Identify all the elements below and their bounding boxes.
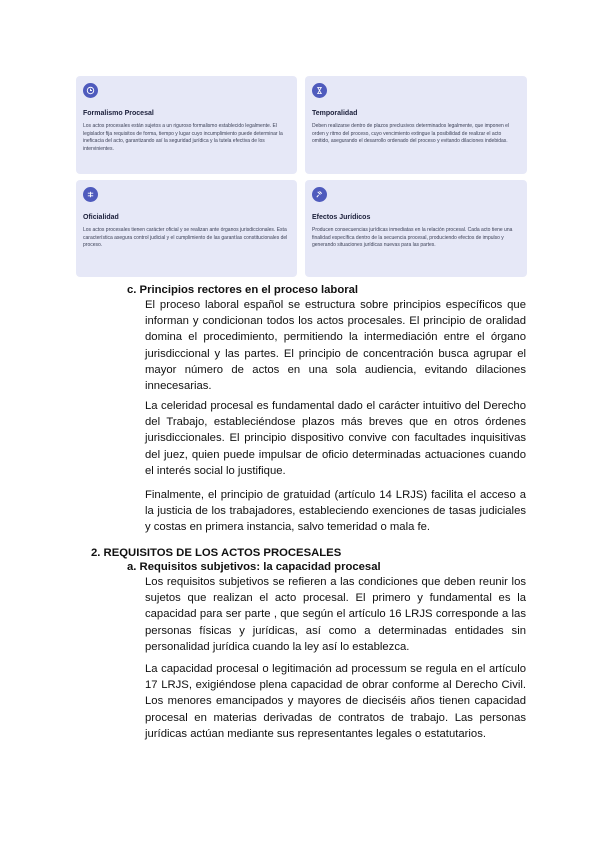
hourglass-icon	[312, 83, 327, 98]
section-c-heading: c. Principios rectores en el proceso laboral	[127, 284, 359, 296]
card-text: Deben realizarse dentro de plazos preclusivos determinados legalmente, que imponen el orden y ritmo del proceso, cuyo vencimiento extingue la posibilidad de realizar el acto omitido, asegurando el desarrollo ordenado del proceso y evitando dilaciones indebidas.	[312, 123, 510, 145]
card-temporalidad	[305, 76, 527, 174]
card-title: Formalismo Procesal	[83, 110, 154, 117]
card-efectos	[305, 180, 527, 277]
card-title: Efectos Jurídicos	[312, 214, 371, 221]
card-text: Los actos procesales tienen carácter oficial y se realizan ante órganos jurisdiccionales. Esta característica asegura control judicial y el cumplimiento de las garantías constitucionales del proceso.	[83, 227, 288, 249]
section-2-heading: 2. REQUISITOS DE LOS ACTOS PROCESALES	[91, 547, 342, 559]
card-title: Temporalidad	[312, 110, 358, 117]
section-2a-paragraph-2: La capacidad procesal o legitimación ad processum se regula en el artículo 17 LRJS, exigiéndose plena capacidad de obrar conforme al Derecho Civil. Los menores emancipados y mayores de dieciséis años tienen capacidad procesal en materias derivadas de contratos de trabajo. Las personas jurídicas actúan mediante sus representantes legales o estatutarios.	[145, 663, 526, 740]
card-title: Oficialidad	[83, 214, 119, 221]
info-cards-grid	[76, 76, 527, 277]
scale-icon	[83, 187, 98, 202]
section-2a-heading: a. Requisitos subjetivos: la capacidad procesal	[127, 561, 381, 573]
gavel-icon	[312, 187, 327, 202]
section-c-paragraph-1: El proceso laboral español se estructura sobre principios específicos que informan y condicionan todos los actos procesales. El principio de oralidad domina el procedimiento, permitiendo la intermediación entre el órgano jurisdiccional y las partes. El principio de concentración busca agrupar el mayor número de actos en una sola audiencia, evitando dilaciones innecesarias.	[145, 299, 526, 393]
section-2a-paragraph-1: Los requisitos subjetivos se refieren a las condiciones que deben reunir los sujetos que realizan el acto procesal. El primero y fundamental es la capacidad para ser parte , que según el artículo 16 LRJS corresponde a las personas físicas y jurídicas, así como a determinadas entidades sin personalidad jurídica cuando la ley así lo establezca.	[145, 576, 526, 653]
card-oficialidad	[76, 180, 297, 277]
card-text: Producen consecuencias jurídicas inmediatas en la relación procesal. Cada acto tiene una finalidad específica dentro de la secuencia procesal, produciendo efectos de impulso y generando situaciones jurídicas nuevas para las partes.	[312, 227, 513, 249]
card-text: Los actos procesales están sujetos a un riguroso formalismo establecido legalmente. El legislador fija requisitos de forma, tiempo y lugar cuyo incumplimiento puede determinar la ineficacia del acto, garantizando así la seguridad jurídica y la tutela efectiva de los intervinientes.	[83, 123, 283, 152]
section-c-paragraph-2: La celeridad procesal es fundamental dado el carácter intuitivo del Derecho del Trabajo, estableciéndose plazos más breves que en otros órdenes jurisdiccionales. El principio dispositivo convive con facultades inquisitivas del juez, quien puede impulsar de oficio determinadas actuaciones cuando el interés social lo justifique.	[145, 400, 526, 477]
card-formalismo	[76, 76, 297, 174]
section-c-paragraph-3: Finalmente, el principio de gratuidad (artículo 14 LRJS) facilita el acceso a la justicia de los trabajadores, estableciendo exenciones de tasas judiciales y costas en primera instancia, salvo temeridad o mala fe.	[145, 489, 526, 534]
clock-icon	[83, 83, 98, 98]
